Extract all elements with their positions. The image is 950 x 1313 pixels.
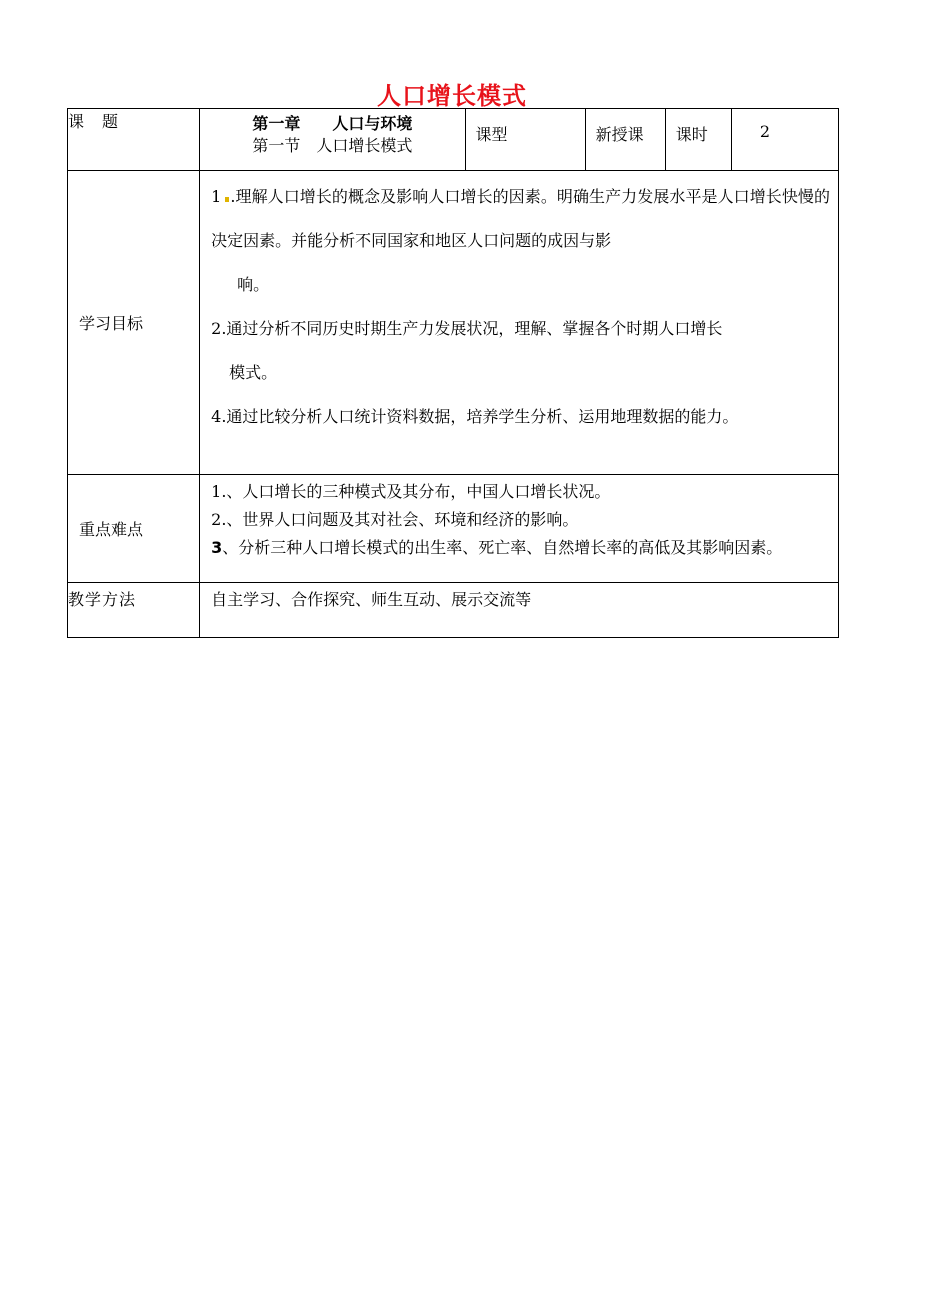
method-label: 教学方法 [68,583,200,638]
highlight-marker [225,197,229,202]
topic-label: 课 题 [68,109,200,171]
lesson-type-label: 课型 [465,109,585,171]
header-row [68,109,839,171]
topic-cell [200,109,465,171]
section-title: 第一节 人口增长模式 [252,136,413,155]
goal-item-2-continued: 模式。 [229,363,278,382]
goal-item-1: 1 .理解人口增长的概念及影响人口增长的因素。明确生产力发展水平是人口增长快慢的决定因素。并能分析不同国家和地区人口问题的成因与影 [211,187,830,250]
key-point-1: 1.、人口增长的三种模式及其分布，中国人口增长状况。 [211,482,611,501]
document-title: 人口增长模式 [377,82,527,110]
method-value: 自主学习、合作探究、师生互动、展示交流等 [200,583,839,638]
lesson-plan-table [67,108,839,638]
goals-row [68,171,839,475]
class-hours-value: 2 [731,109,838,171]
class-hours-label: 课时 [665,109,731,171]
method-row [68,583,839,638]
key-point-3: 3、分析三种人口增长模式的出生率、死亡率、自然增长率的高低及其影响因素。 [211,538,783,557]
goals-label: 学习目标 [68,171,200,475]
lesson-type-value: 新授课 [585,109,665,171]
key-points-row [68,475,839,583]
key-point-2: 2.、世界人口问题及其对社会、环境和经济的影响。 [211,510,579,529]
goals-content [200,171,839,475]
goal-item-1-continued: 响。 [237,275,270,294]
key-points-content [200,475,839,583]
goal-item-4: 4.通过比较分析人口统计资料数据，培养学生分析、运用地理数据的能力。 [211,407,739,426]
key-points-label: 重点难点 [68,475,200,583]
chapter-title: 第一章 人口与环境 [252,114,413,133]
goal-item-2: 2.通过分析不同历史时期生产力发展状况，理解、掌握各个时期人口增长 [211,319,723,338]
